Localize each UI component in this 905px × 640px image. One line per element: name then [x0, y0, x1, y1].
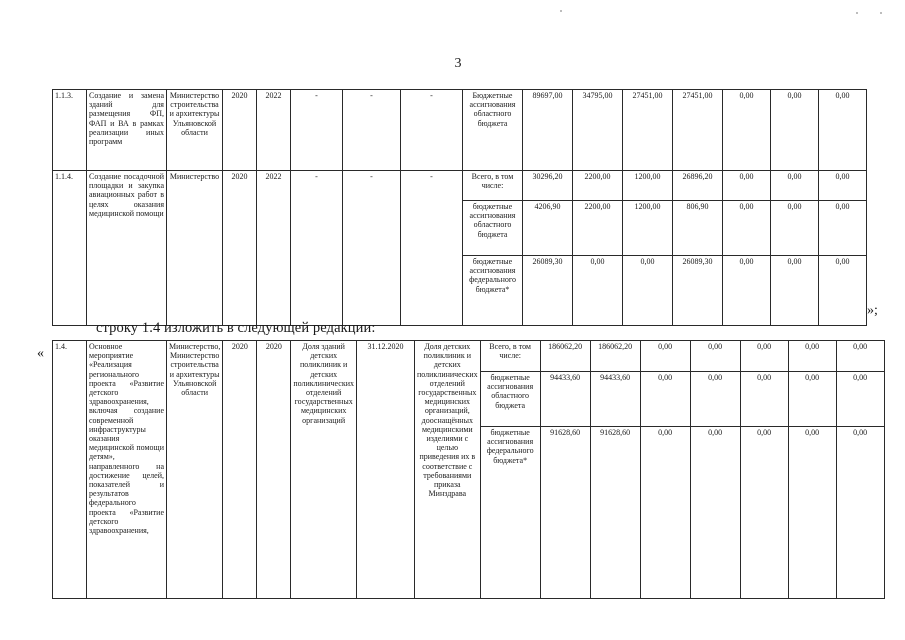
value-2022: 26896,20: [673, 171, 723, 201]
value-2023: 0,00: [723, 90, 771, 171]
value-total: 94433,60: [540, 372, 590, 427]
value-2025: 0,00: [836, 341, 884, 372]
value-2024: 0,00: [771, 201, 819, 256]
value-2025: 0,00: [819, 171, 867, 201]
scan-speck: [856, 12, 858, 14]
dash-cell: -: [401, 171, 463, 326]
scan-speck: [880, 12, 882, 14]
value-2023: 0,00: [723, 171, 771, 201]
value-2021: 1200,00: [623, 171, 673, 201]
program-table-new-row: [52, 340, 885, 599]
value-2024: 0,00: [788, 341, 836, 372]
dash-cell: -: [343, 171, 401, 326]
value-2023: 0,00: [740, 427, 788, 599]
value-2024: 0,00: [771, 90, 819, 171]
funding-source: бюджетные ассигнования федерального бюджета*: [463, 256, 523, 326]
value-2025: 0,00: [819, 201, 867, 256]
year-end: 2022: [257, 171, 291, 326]
value-2025: 0,00: [819, 256, 867, 326]
funding-source: Всего, в том числе:: [480, 341, 540, 372]
value-2022: 0,00: [690, 427, 740, 599]
opening-quote-mark: «: [37, 346, 44, 361]
value-total: 186062,20: [540, 341, 590, 372]
value-2022: 0,00: [690, 341, 740, 372]
executor: Министерство строительства и архитектуры Ульяновской области: [167, 90, 223, 171]
funding-source: бюджетные ассигнования федерального бюджета*: [480, 427, 540, 599]
funding-source: бюджетные ассигнования областного бюджета: [480, 372, 540, 427]
value-total: 4206,90: [523, 201, 573, 256]
value-2023: 0,00: [740, 341, 788, 372]
dash-cell: -: [291, 90, 343, 171]
program-table-continued: [52, 89, 867, 326]
value-2024: 0,00: [788, 372, 836, 427]
value-total: 30296,20: [523, 171, 573, 201]
year-end: 2022: [257, 90, 291, 171]
row-number: 1.4.: [53, 341, 87, 599]
measure-name: Создание посадочной площадки и закупка авиационных работ в целях оказания медицинской помощи: [87, 171, 167, 326]
scan-speck: [560, 10, 562, 12]
page-number: 3: [454, 56, 462, 71]
value-2021: 0,00: [640, 372, 690, 427]
value-2020: 94433,60: [590, 372, 640, 427]
executor: Министерство: [167, 171, 223, 326]
funding-source: бюджетные ассигнования областного бюджета: [463, 201, 523, 256]
value-total: 26089,30: [523, 256, 573, 326]
value-2025: 0,00: [836, 427, 884, 599]
dash-cell: -: [291, 171, 343, 326]
row-number: 1.1.4.: [53, 171, 87, 326]
value-total: 91628,60: [540, 427, 590, 599]
value-total: 89697,00: [523, 90, 573, 171]
value-2020: 2200,00: [573, 171, 623, 201]
indicator-name: Доля зданий детских поликлиник и детских поликлинических отделений государственных медицинских организаций: [291, 341, 357, 599]
value-2023: 0,00: [723, 201, 771, 256]
value-2024: 0,00: [771, 256, 819, 326]
value-2022: 27451,00: [673, 90, 723, 171]
value-2021: 0,00: [623, 256, 673, 326]
dash-cell: -: [401, 90, 463, 171]
indicator-date: 31.12.2020: [356, 341, 414, 599]
year-start: 2020: [223, 171, 257, 326]
expected-result: Доля детских поликлиник и детских поликлинических отделений государственных медицинских организаций, дооснащённых медицинскими изделиями с целью приведения их в соответствие с требованиями приказа Минздрава: [414, 341, 480, 599]
value-2024: 0,00: [788, 427, 836, 599]
year-start: 2020: [223, 90, 257, 171]
table-row: [53, 171, 867, 201]
table-row: [53, 90, 867, 171]
value-2020: 91628,60: [590, 427, 640, 599]
amendment-caption: строку 1.4 изложить в следующей редакции:: [96, 320, 376, 336]
value-2023: 0,00: [723, 256, 771, 326]
funding-source: Бюджетные ассигнования областного бюджета: [463, 90, 523, 171]
dash-cell: -: [343, 90, 401, 171]
measure-name: Основное мероприятие «Реализация регионального проекта «Развитие детского здравоохранения, включая создание современной инфраструктуры оказания медицинской помощи детям», направленного на достижение целей, показателей и результатов федерального проекта «Развитие детского здравоохранения,: [87, 341, 167, 599]
measure-name: Создание и замена зданий для размещения ФП, ФАП и ВА в рамках реализации иных программ: [87, 90, 167, 171]
value-2024: 0,00: [771, 171, 819, 201]
funding-source: Всего, в том числе:: [463, 171, 523, 201]
value-2021: 0,00: [640, 341, 690, 372]
value-2020: 2200,00: [573, 201, 623, 256]
value-2020: 0,00: [573, 256, 623, 326]
value-2025: 0,00: [836, 372, 884, 427]
row-number: 1.1.3.: [53, 90, 87, 171]
value-2020: 186062,20: [590, 341, 640, 372]
value-2022: 26089,30: [673, 256, 723, 326]
value-2020: 34795,00: [573, 90, 623, 171]
table-row: [53, 341, 885, 372]
value-2025: 0,00: [819, 90, 867, 171]
executor: Министерство, Министерство строительства и архитектуры Ульяновской области: [167, 341, 223, 599]
value-2023: 0,00: [740, 372, 788, 427]
value-2022: 806,90: [673, 201, 723, 256]
value-2021: 0,00: [640, 427, 690, 599]
closing-quote-mark: »;: [867, 303, 878, 318]
value-2022: 0,00: [690, 372, 740, 427]
value-2021: 27451,00: [623, 90, 673, 171]
year-start: 2020: [223, 341, 257, 599]
value-2021: 1200,00: [623, 201, 673, 256]
year-end: 2020: [257, 341, 291, 599]
